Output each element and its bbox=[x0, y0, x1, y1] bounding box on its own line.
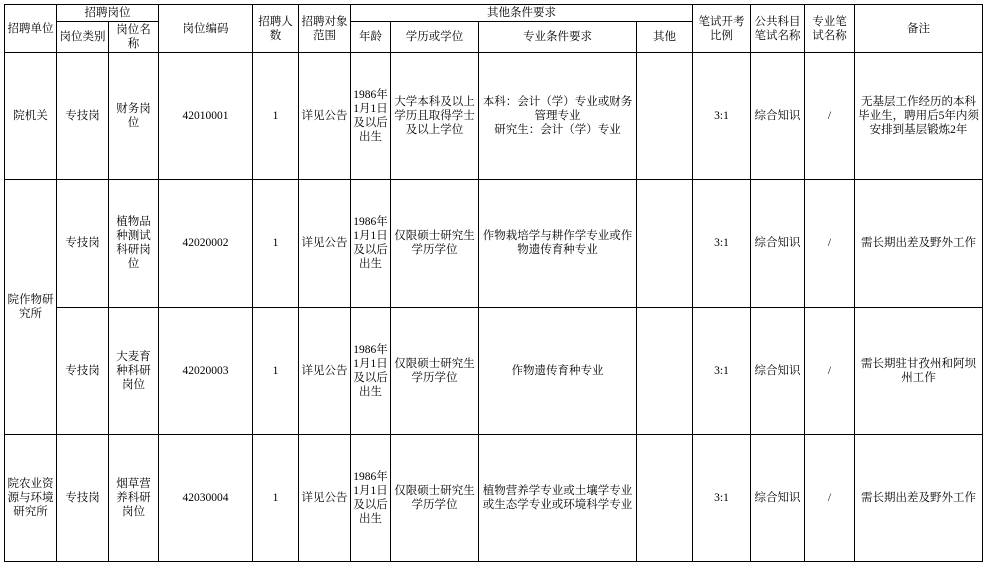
cell-post_category: 专技岗 bbox=[57, 180, 109, 307]
header-row-1 bbox=[5, 5, 983, 22]
cell-major: 本科：会计（学）专业或财务管理专业 研究生：会计（学）专业 bbox=[479, 53, 637, 180]
cell-code: 42020003 bbox=[159, 307, 253, 434]
cell-ratio: 3:1 bbox=[693, 434, 751, 561]
cell-ratio: 3:1 bbox=[693, 53, 751, 180]
cell-count: 1 bbox=[253, 180, 299, 307]
header-other: 其他 bbox=[637, 22, 693, 53]
cell-public_subject: 综合知识 bbox=[751, 434, 805, 561]
cell-public_subject: 综合知识 bbox=[751, 53, 805, 180]
cell-education: 仅限硕士研究生学历学位 bbox=[391, 434, 479, 561]
cell-special_subject: / bbox=[805, 180, 855, 307]
header-remark: 备注 bbox=[855, 5, 983, 53]
cell-remark: 无基层工作经历的本科毕业生，聘用后5年内须安排到基层锻炼2年 bbox=[855, 53, 983, 180]
header-scope: 招聘对象范围 bbox=[299, 5, 351, 53]
cell-major: 植物营养学专业或土壤学专业或生态学专业或环境科学专业 bbox=[479, 434, 637, 561]
header-public-subject: 公共科目笔试名称 bbox=[751, 5, 805, 53]
cell-education: 仅限硕士研究生学历学位 bbox=[391, 307, 479, 434]
cell-code: 42030004 bbox=[159, 434, 253, 561]
cell-age: 1986年1月1日及以后出生 bbox=[351, 53, 391, 180]
cell-education: 大学本科及以上学历且取得学士及以上学位 bbox=[391, 53, 479, 180]
header-post-category: 岗位类别 bbox=[57, 22, 109, 53]
header-code: 岗位编码 bbox=[159, 5, 253, 53]
table-row bbox=[5, 434, 983, 561]
header-major: 专业条件要求 bbox=[479, 22, 637, 53]
cell-age: 1986年1月1日及以后出生 bbox=[351, 307, 391, 434]
table-row bbox=[5, 180, 983, 307]
table-row bbox=[5, 307, 983, 434]
cell-remark: 需长期出差及野外工作 bbox=[855, 434, 983, 561]
cell-code: 42010001 bbox=[159, 53, 253, 180]
header-count: 招聘人数 bbox=[253, 5, 299, 53]
cell-other bbox=[637, 180, 693, 307]
cell-major: 作物栽培学与耕作学专业或作物遗传育种专业 bbox=[479, 180, 637, 307]
cell-count: 1 bbox=[253, 53, 299, 180]
header-post-name: 岗位名称 bbox=[109, 22, 159, 53]
cell-age: 1986年1月1日及以后出生 bbox=[351, 434, 391, 561]
header-age: 年龄 bbox=[351, 22, 391, 53]
cell-post_name: 大麦育种科研岗位 bbox=[109, 307, 159, 434]
cell-major: 作物遗传育种专业 bbox=[479, 307, 637, 434]
header-unit: 招聘单位 bbox=[5, 5, 57, 53]
header-other-group: 其他条件要求 bbox=[351, 5, 693, 22]
cell-post_category: 专技岗 bbox=[57, 53, 109, 180]
recruitment-table bbox=[4, 4, 983, 562]
cell-other bbox=[637, 434, 693, 561]
cell-public_subject: 综合知识 bbox=[751, 180, 805, 307]
table-row bbox=[5, 53, 983, 180]
cell-other bbox=[637, 307, 693, 434]
cell-public_subject: 综合知识 bbox=[751, 307, 805, 434]
cell-unit: 院作物研究所 bbox=[5, 180, 57, 434]
cell-post_name: 植物品种测试科研岗位 bbox=[109, 180, 159, 307]
header-ratio: 笔试开考比例 bbox=[693, 5, 751, 53]
cell-unit: 院农业资源与环境研究所 bbox=[5, 434, 57, 561]
cell-count: 1 bbox=[253, 434, 299, 561]
cell-special_subject: / bbox=[805, 307, 855, 434]
cell-remark: 需长期驻甘孜州和阿坝州工作 bbox=[855, 307, 983, 434]
cell-count: 1 bbox=[253, 307, 299, 434]
cell-education: 仅限硕士研究生学历学位 bbox=[391, 180, 479, 307]
cell-ratio: 3:1 bbox=[693, 180, 751, 307]
cell-scope: 详见公告 bbox=[299, 180, 351, 307]
table-body bbox=[5, 53, 983, 562]
cell-age: 1986年1月1日及以后出生 bbox=[351, 180, 391, 307]
cell-unit: 院机关 bbox=[5, 53, 57, 180]
cell-post_category: 专技岗 bbox=[57, 307, 109, 434]
cell-scope: 详见公告 bbox=[299, 307, 351, 434]
cell-post_name: 烟草营养科研岗位 bbox=[109, 434, 159, 561]
cell-scope: 详见公告 bbox=[299, 434, 351, 561]
table-header bbox=[5, 5, 983, 53]
cell-other bbox=[637, 53, 693, 180]
cell-special_subject: / bbox=[805, 434, 855, 561]
cell-special_subject: / bbox=[805, 53, 855, 180]
cell-post_name: 财务岗位 bbox=[109, 53, 159, 180]
cell-ratio: 3:1 bbox=[693, 307, 751, 434]
header-special-subject: 专业笔试名称 bbox=[805, 5, 855, 53]
cell-post_category: 专技岗 bbox=[57, 434, 109, 561]
cell-code: 42020002 bbox=[159, 180, 253, 307]
cell-remark: 需长期出差及野外工作 bbox=[855, 180, 983, 307]
header-post-group: 招聘岗位 bbox=[57, 5, 159, 22]
cell-scope: 详见公告 bbox=[299, 53, 351, 180]
header-education: 学历或学位 bbox=[391, 22, 479, 53]
